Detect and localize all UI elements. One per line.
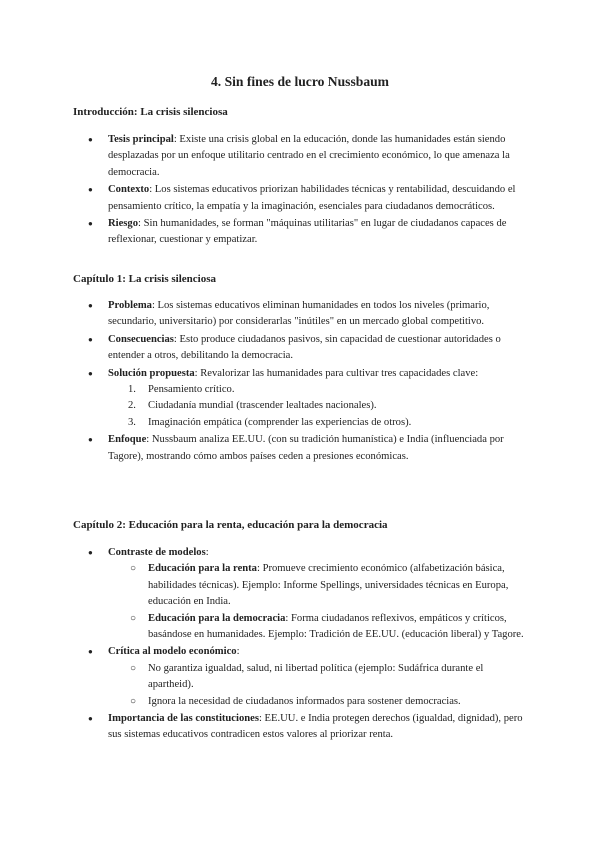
item-term: Problema	[108, 300, 152, 311]
item-term: Contexto	[108, 184, 150, 196]
list-item	[88, 432, 528, 465]
item-number: 2.	[128, 400, 136, 412]
list-item	[88, 132, 528, 181]
item-text: : Los sistemas educativos eliminan humanidades en todos los niveles (primario, secundario, universitario) por considerarlas "inútiles" en un mercado global competitivo.	[108, 300, 490, 328]
intro-list	[88, 132, 528, 250]
criticas-list	[130, 661, 528, 710]
item-text: : Sin humanidades, se forman "máquinas utilitarias" en lugar de ciudadanos capaces de reflexionar, cuestionar y empatizar.	[108, 218, 507, 246]
item-text: : Forma ciudadanos reflexivos, empáticos y críticos, basándose en humanidades. Ejemplo: Tradición de EE.UU. (educación liberal) y Tagore.	[148, 612, 524, 641]
item-number: 1.	[128, 384, 136, 396]
ch2-list	[88, 545, 528, 745]
item-term: Enfoque	[108, 434, 147, 446]
modelos-list	[130, 561, 528, 643]
list-item	[88, 298, 528, 331]
item-term: Solución propuesta	[108, 367, 195, 379]
item-term: Riesgo	[108, 218, 139, 230]
item-number: 3.	[128, 416, 136, 428]
ch1-list	[88, 298, 528, 466]
item-text: No garantiza igualdad, salud, ni libertad política (ejemplo: Sudáfrica durante el apartheid).	[148, 662, 484, 691]
sub-list-item	[130, 694, 528, 710]
item-term: Importancia de las constituciones	[108, 713, 259, 725]
list-item	[88, 332, 528, 365]
list-item	[88, 644, 528, 710]
item-text: : Esto produce ciudadanos pasivos, sin capacidad de cuestionar autoridades o entender a otros, debilitando la democracia.	[108, 333, 501, 362]
sub-list-item	[130, 611, 528, 644]
list-item	[88, 711, 528, 744]
item-term: Tesis principal	[108, 134, 174, 145]
list-item	[88, 545, 528, 643]
list-item	[88, 216, 528, 249]
numbered-item	[128, 415, 528, 431]
item-text: Pensamiento crítico.	[148, 384, 235, 396]
item-text: : Revalorizar las humanidades para cultivar tres capacidades clave:	[194, 367, 479, 379]
numbered-item	[128, 382, 528, 398]
item-text: Ignora la necesidad de ciudadanos informados para sostener democracias.	[148, 695, 461, 707]
section-heading-ch2: Capítulo 2: Educación para la renta, educación para la democracia	[73, 519, 388, 531]
item-text: Ciudadanía mundial (trascender lealtades nacionales).	[148, 400, 377, 412]
item-text: Imaginación empática (comprender las experiencias de otros).	[148, 416, 412, 428]
sub-list-item	[130, 661, 528, 694]
item-text: : Los sistemas educativos priorizan habilidades técnicas y rentabilidad, descuidando el pensamiento crítico, la empatía y la imaginación, esenciales para ciudadanos democráticos.	[108, 184, 516, 212]
item-term: Crítica al modelo económico	[108, 646, 237, 658]
item-term: Educación para la democracia	[148, 612, 286, 624]
item-term: Consecuencias	[108, 333, 174, 345]
list-item	[88, 182, 528, 215]
list-item	[88, 366, 528, 432]
item-term: Educación para la renta	[148, 563, 257, 575]
item-term: Contraste de modelos	[108, 547, 206, 558]
document-title: 4. Sin fines de lucro Nussbaum	[210, 74, 390, 89]
capacidades-list	[128, 382, 528, 431]
item-text: : EE.UU. e India protegen derechos (igualdad, dignidad), pero sus sistemas educativos contradicen estos valores al priorizar renta.	[108, 713, 523, 741]
item-text: : Existe una crisis global en la educación, donde las humanidades están siendo desplazadas por un enfoque utilitario centrado en el crecimiento económico, lo que amenaza la democracia.	[108, 134, 510, 178]
item-text: :	[205, 547, 209, 558]
numbered-item	[128, 398, 528, 414]
section-heading-intro: Introducción: La crisis silenciosa	[73, 106, 228, 118]
section-heading-ch1: Capítulo 1: La crisis silenciosa	[73, 273, 217, 285]
item-text: :	[236, 646, 240, 658]
item-text: : Promueve crecimiento económico (alfabetización básica, habilidades técnicas). Ejemplo: Informe Spellings, universidades técnicas en Europa, educación en India.	[148, 563, 509, 608]
sub-list-item	[130, 561, 528, 610]
item-text: : Nussbaum analiza EE.UU. (con su tradición humanística) e India (influenciada por Tagore), mostrando cómo ambos países ceden a presiones económicas.	[108, 434, 504, 462]
